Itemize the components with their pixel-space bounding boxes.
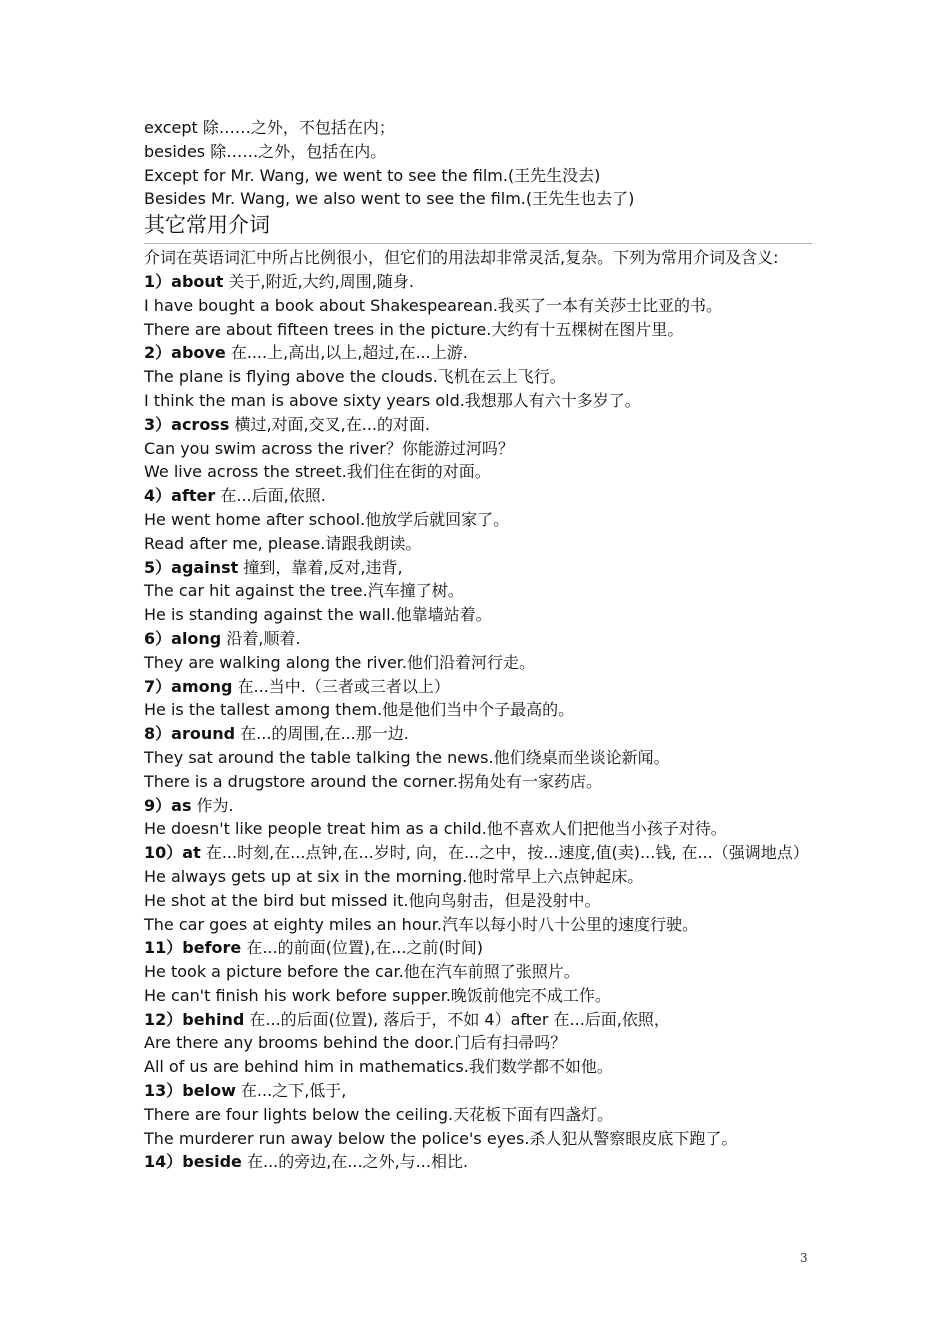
entry-heading (144, 675, 812, 699)
entry-number: 12） (144, 1009, 183, 1029)
entry-preposition: around (171, 724, 236, 744)
entry-heading (144, 413, 812, 437)
entry-preposition: after (171, 486, 216, 506)
example-sentence: The murderer run away below the police's eyes.杀人犯从警察眼皮底下跑了。 (144, 1128, 738, 1148)
page-content (144, 116, 812, 1174)
example-sentence: The car hit against the tree.汽车撞了树。 (144, 581, 464, 601)
example-sentence: Read after me, please.请跟我朗读。 (144, 533, 422, 553)
entry-number: 9） (144, 795, 172, 815)
entry-heading (144, 341, 812, 365)
entry-preposition: against (171, 557, 239, 577)
section-heading: 其它常用介词 (144, 213, 270, 238)
entry-heading (144, 1150, 812, 1174)
entry-preposition: along (171, 628, 222, 648)
page-number: 3 (800, 1251, 808, 1265)
example-sentence: There are four lights below the ceiling.天花板下面有四盏灯。 (144, 1104, 614, 1124)
entry-heading (144, 722, 812, 746)
entry-meaning: 撞到，靠着,反对,违背, (238, 557, 403, 577)
entry-number: 11） (144, 938, 183, 958)
example-sentence: They are walking along the river.他们沿着河行走。 (144, 652, 536, 672)
entry-meaning: 作为. (191, 795, 234, 815)
entry-number: 7） (144, 676, 172, 696)
example-sentence: The car goes at eighty miles an hour.汽车以每小时八十公里的速度行驶。 (144, 914, 698, 934)
entry-meaning: 在...的旁边,在...之外,与...相比. (241, 1152, 469, 1172)
example-sentence: I have bought a book about Shakespearean.我买了一本有关莎士比亚的书。 (144, 295, 723, 315)
intro-example-except: Except for Mr. Wang, we went to see the film.(王先生没去) (144, 165, 601, 185)
entry-preposition: beside (182, 1152, 242, 1172)
example-sentence: He always gets up at six in the morning.他时常早上六点钟起床。 (144, 866, 644, 886)
entry-heading (144, 841, 812, 865)
entry-preposition: below (182, 1081, 236, 1101)
entry-heading (144, 794, 812, 818)
entry-meaning: 在...后面,依照. (215, 486, 326, 506)
entry-heading (144, 1008, 812, 1032)
example-sentence: Can you swim across the river？你能游过河吗？ (144, 438, 514, 458)
entry-meaning: 在...的前面(位置),在...之前(时间) (241, 938, 483, 958)
entry-number: 14） (144, 1152, 183, 1172)
example-sentence: He is standing against the wall.他靠墙站着。 (144, 605, 492, 625)
entry-preposition: among (171, 676, 233, 696)
entry-preposition: about (171, 271, 224, 291)
preposition-entries (144, 270, 812, 1174)
example-sentence: Are there any brooms behind the door.门后有扫帚吗？ (144, 1033, 567, 1053)
entry-heading (144, 270, 812, 294)
example-sentence: I think the man is above sixty years old.我想那人有六十多岁了。 (144, 390, 641, 410)
example-sentence: He doesn't like people treat him as a child.他不喜欢人们把他当小孩子对待。 (144, 819, 727, 839)
example-sentence: All of us are behind him in mathematics.我们数学都不如他。 (144, 1057, 613, 1077)
entry-number: 2） (144, 343, 172, 363)
entry-meaning: 在...的后面(位置), 落后于，不如 4）after 在...后面,依照， (244, 1009, 670, 1029)
entry-meaning: 在...之下,低于, (235, 1081, 347, 1101)
entry-number: 8） (144, 724, 172, 744)
intro-line-besides: besides 除……之外，包括在内。 (144, 141, 387, 161)
example-sentence: There is a drugstore around the corner.拐角处有一家药店。 (144, 771, 603, 791)
intro-line-except: except 除……之外，不包括在内； (144, 118, 395, 137)
intro-example-besides: Besides Mr. Wang, we also went to see the film.(王先生也去了) (144, 189, 635, 209)
entry-preposition: above (171, 343, 226, 363)
entry-heading (144, 484, 812, 508)
entry-number: 13） (144, 1081, 183, 1101)
entry-number: 4） (144, 486, 172, 506)
entry-meaning: 沿着,顺着. (221, 628, 301, 648)
entry-meaning: 在...的周围,在...那一边. (235, 724, 409, 744)
example-sentence: He shot at the bird but missed it.他向鸟射击，但是没射中。 (144, 890, 601, 910)
entry-heading (144, 1079, 812, 1103)
entry-meaning: 在...当中.（三者或三者以上） (232, 676, 450, 696)
entry-number: 5） (144, 557, 172, 577)
entry-meaning: 关于,附近,大约,周围,随身. (223, 271, 414, 291)
entry-number: 3） (144, 414, 172, 434)
entry-preposition: across (171, 414, 230, 434)
entry-preposition: at (182, 843, 201, 863)
entry-meaning: 横过,对面,交叉,在...的对面. (229, 414, 431, 434)
entry-number: 10） (144, 843, 183, 863)
entry-heading (144, 556, 812, 580)
example-sentence: He can't finish his work before supper.晚饭前他完不成工作。 (144, 985, 611, 1005)
example-sentence: There are about fifteen trees in the picture.大约有十五棵树在图片里。 (144, 319, 684, 339)
intro-paragraph: 介词在英语词汇中所占比例很小，但它们的用法却非常灵活,复杂。下列为常用介词及含义: (144, 248, 779, 268)
entry-meaning: 在....上,高出,以上,超过,在...上游. (225, 343, 468, 363)
example-sentence: We live across the street.我们住在街的对面。 (144, 462, 491, 482)
entry-preposition: as (171, 795, 192, 815)
entry-heading (144, 936, 812, 960)
heading-divider (144, 243, 812, 244)
example-sentence: They sat around the table talking the news.他们绕桌而坐谈论新闻。 (144, 747, 670, 767)
entry-preposition: before (182, 938, 242, 958)
entry-meaning: 在...时刻,在...点钟,在...岁时, 向，在...之中，按...速度,值(卖)...钱, 在...（强调地点） (200, 843, 809, 863)
example-sentence: He is the tallest among them.他是他们当中个子最高的。 (144, 700, 575, 720)
example-sentence: The plane is flying above the clouds.飞机在云上飞行。 (144, 367, 566, 387)
entry-preposition: behind (182, 1009, 245, 1029)
example-sentence: He took a picture before the car.他在汽车前照了张照片。 (144, 962, 580, 982)
entry-heading (144, 627, 812, 651)
entry-number: 1） (144, 271, 172, 291)
example-sentence: He went home after school.他放学后就回家了。 (144, 509, 510, 529)
entry-number: 6） (144, 628, 172, 648)
